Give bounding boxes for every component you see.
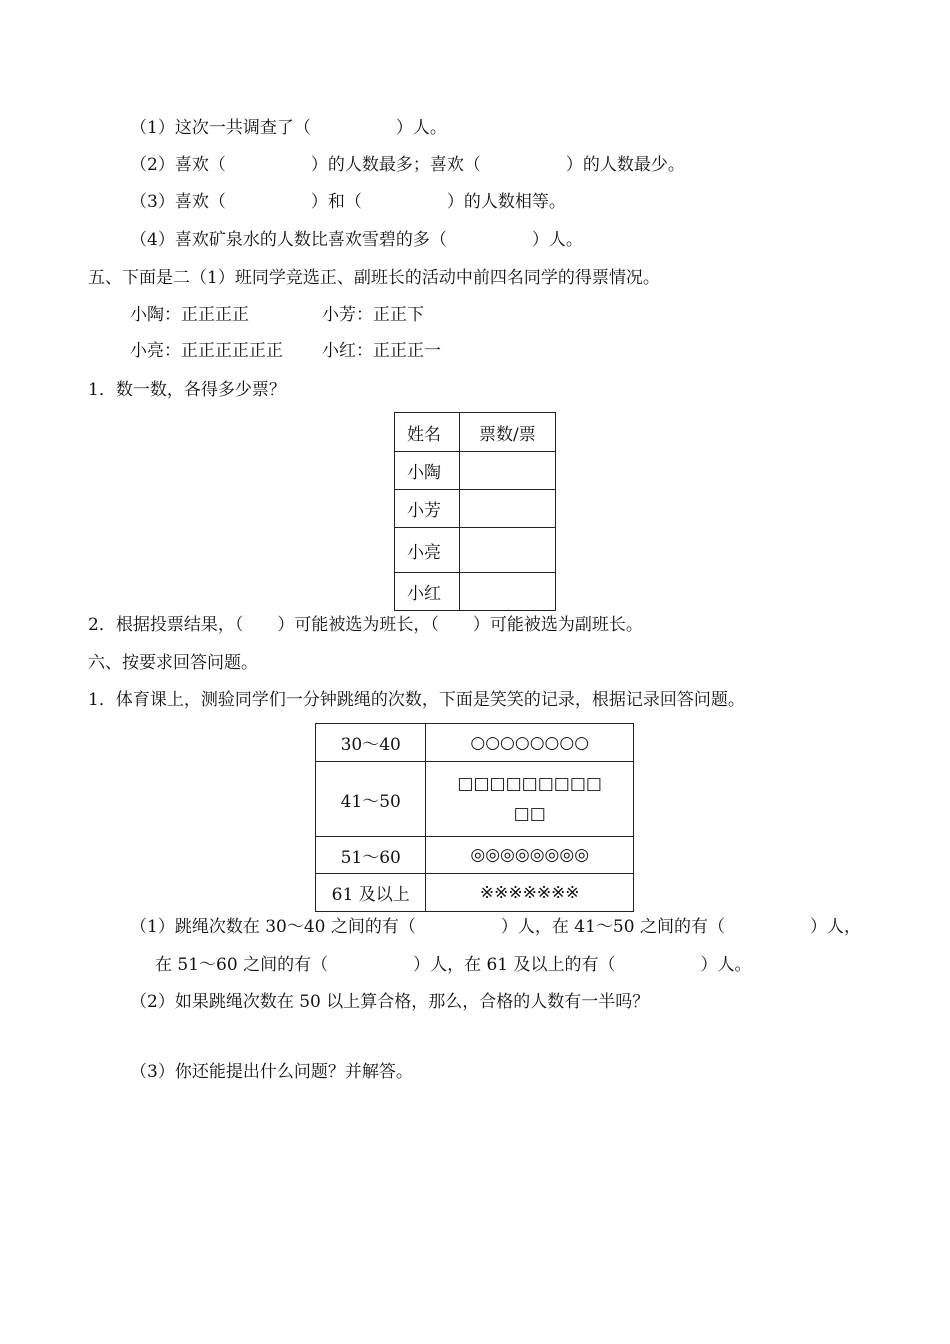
tally-xiaoliang: 小亮：正正正正正正 — [130, 341, 283, 361]
vote-row-count[interactable] — [459, 490, 555, 528]
section5-heading: 五、下面是二（1）班同学竞选正、副班长的活动中前四名同学的得票情况。 — [88, 268, 660, 288]
record-marks: ◎◎◎◎◎◎◎◎ — [426, 837, 634, 874]
vote-row-count[interactable] — [459, 528, 555, 573]
vote-row-name: 小芳 — [395, 490, 460, 528]
record-range: 61 及以上 — [316, 874, 426, 912]
jump-rope-record-table — [315, 723, 634, 912]
record-range: 51～60 — [316, 837, 426, 874]
section6-heading: 六、按要求回答问题。 — [88, 653, 258, 673]
record-range: 41～50 — [316, 762, 426, 837]
vote-table — [394, 412, 556, 611]
tally-xiaofang: 小芳：正正下 — [322, 305, 424, 325]
survey-question-4: （4）喜欢矿泉水的人数比喜欢雪碧的多（ ）人。 — [130, 230, 583, 250]
section5-q1: 1．数一数，各得多少票？ — [88, 380, 286, 400]
survey-question-2: （2）喜欢（ ）的人数最多；喜欢（ ）的人数最少。 — [130, 155, 685, 175]
vote-row-name: 小陶 — [395, 452, 460, 490]
record-marks-line1: □□□□□□□□□ — [457, 774, 602, 794]
vote-header-name: 姓名 — [395, 413, 460, 452]
section6-sub1-line2: 在 51～60 之间的有（ ）人，在 61 及以上的有（ ）人。 — [155, 955, 752, 975]
section6-sub1-line1: （1）跳绳次数在 30～40 之间的有（ ）人，在 41～50 之间的有（ ）人， — [130, 917, 861, 937]
vote-row-name: 小红 — [395, 573, 460, 611]
section6-sub3: （3）你还能提出什么问题？并解答。 — [130, 1062, 413, 1082]
survey-question-1: （1）这次一共调查了（ ）人。 — [130, 118, 447, 138]
vote-row-name: 小亮 — [395, 528, 460, 573]
survey-question-3: （3）喜欢（ ）和（ ）的人数相等。 — [130, 192, 566, 212]
tally-xiaohong: 小红：正正正一 — [322, 341, 441, 361]
section6-sub2: （2）如果跳绳次数在 50 以上算合格，那么，合格的人数有一半吗？ — [130, 992, 650, 1012]
record-range: 30～40 — [316, 724, 426, 762]
record-marks — [426, 762, 634, 837]
tally-xiaotao: 小陶：正正正正 — [130, 305, 249, 325]
section5-q2: 2．根据投票结果，（ ）可能被选为班长，（ ）可能被选为副班长。 — [88, 615, 643, 635]
vote-row-count[interactable] — [459, 573, 555, 611]
section6-q1: 1．体育课上，测验同学们一分钟跳绳的次数，下面是笑笑的记录，根据记录回答问题。 — [88, 690, 745, 710]
record-marks: ※※※※※※※ — [426, 874, 634, 912]
record-marks: ○○○○○○○○ — [426, 724, 634, 762]
vote-header-votes: 票数/票 — [459, 413, 555, 452]
record-marks-line2: □□ — [513, 804, 546, 824]
vote-row-count[interactable] — [459, 452, 555, 490]
